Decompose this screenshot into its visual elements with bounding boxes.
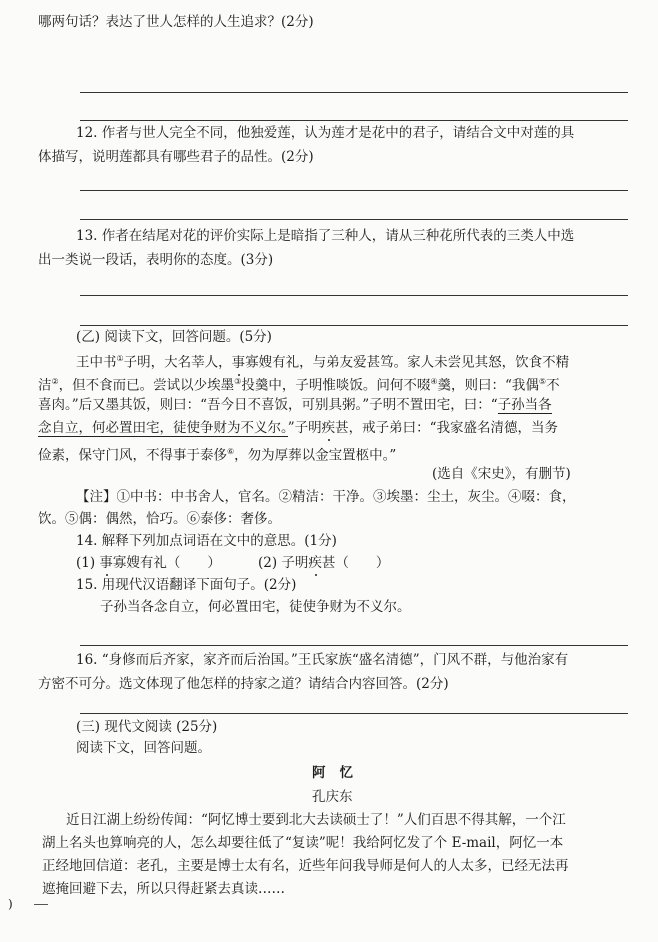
answer-line[interactable] xyxy=(80,92,628,93)
article-paragraph-line: 近日江湖上纷纷传闻：“阿忆博士要到北大去读硕士了！”人们百思不得其解，一个江 xyxy=(66,812,566,828)
note-line2: 饮。⑤偶：偶然，恰巧。⑥泰侈：奢侈。 xyxy=(38,511,281,527)
section-san-instruction: 阅读下文，回答问题。 xyxy=(76,740,211,756)
passage-line: 喜肉。”后又墨其饭，则曰：“吾今日不喜饭，可别具粥。”子明不置田宅，曰：“子孙当各 xyxy=(38,397,552,413)
q13-line2: 出一类说一段话，表明你的态度。(3分) xyxy=(38,252,274,268)
answer-line[interactable] xyxy=(80,713,628,714)
article-paragraph-line: 遮掩回避下去，所以只得赶紧去真读…… xyxy=(42,881,285,897)
passage-line: 念自立，何必置田宅，徒使争财为不义尔。”子明疾甚，戒子弟曰：“我家盛名清德，当务 xyxy=(38,420,559,436)
q16-line2: 方密不可分。选文体现了他怎样的持家之道？请结合内容回答。(2分) xyxy=(38,676,449,692)
section-san-heading: (三) 现代文阅读 (25分) xyxy=(76,719,218,735)
passage-line: 俭素，保守门风，不得事于泰侈⑥，勿为厚葬以金宝置柩中。” xyxy=(38,447,397,464)
section-yi-heading: (乙) 阅读下文，回答问题。(5分) xyxy=(76,329,272,345)
q16-line1: 16. “身修而后齐家，家齐而后治国。”王氏家族“盛名清德”，门风不群，与他治家有 xyxy=(76,652,569,668)
passage-line: 王中书①子明，大名莘人，事寡嫂有礼，与弟友爱甚笃。家人未尝见其怒，饮食不精 xyxy=(76,354,570,371)
article-paragraph-line: 正经地回信道：老孔，主要是博士太有名，近些年问我导师是何人的人太多，已经无法再 xyxy=(42,858,569,874)
answer-line[interactable] xyxy=(80,295,628,296)
answer-line[interactable] xyxy=(80,120,628,121)
q14-item2[interactable]: (2) 子明疾甚（ ） xyxy=(258,555,390,571)
q12-line1: 12. 作者与世人完全不同，他独爱莲，认为莲才是花中的君子，请结合文中对莲的具 xyxy=(76,125,575,141)
source-citation: (选自《宋史》，有删节) xyxy=(432,466,571,482)
answer-line[interactable] xyxy=(80,219,628,220)
q15-prompt: 15. 用现代汉语翻译下面句子。(2分) xyxy=(76,577,297,593)
note-line1: 【注】①中书：中书舍人，官名。②精洁：干净。③埃墨：尘土，灰尘。④啜：食， xyxy=(76,489,576,505)
footer-dash xyxy=(34,904,48,905)
q15-sentence: 子孙当各念自立，何必置田宅，徒使争财为不义尔。 xyxy=(100,599,411,615)
answer-line[interactable] xyxy=(80,190,628,191)
page-edge-mark: ) xyxy=(8,897,13,911)
article-paragraph-line: 湖上名头也算响亮的人，怎么却要往低了“复读”呢！我给阿忆发了个 E-mail，阿忆一本 xyxy=(42,835,564,851)
answer-line[interactable] xyxy=(80,645,628,646)
q12-line2: 体描写，说明莲都具有哪些君子的品性。(2分) xyxy=(38,149,314,165)
q11-tail: 哪两句话？表达了世人怎样的人生追求？(2分) xyxy=(38,14,314,30)
article-author: 孔庆东 xyxy=(312,789,353,805)
q14-prompt: 14. 解释下列加点词语在文中的意思。(1分) xyxy=(76,533,337,549)
q14-item1[interactable]: (1) 事寡嫂有礼（ ） xyxy=(76,555,221,571)
q13-line1: 13. 作者在结尾对花的评价实际上是暗指了三种人，请从三种花所代表的三类人中选 xyxy=(76,228,575,244)
passage-line: 洁②，但不食而已。尝试以少埃墨③投羹中，子明惟啖饭。问何不啜④羹，则曰：“我偶⑤不 xyxy=(38,377,560,394)
answer-line[interactable] xyxy=(80,325,628,326)
article-title: 阿忆 xyxy=(312,765,367,781)
